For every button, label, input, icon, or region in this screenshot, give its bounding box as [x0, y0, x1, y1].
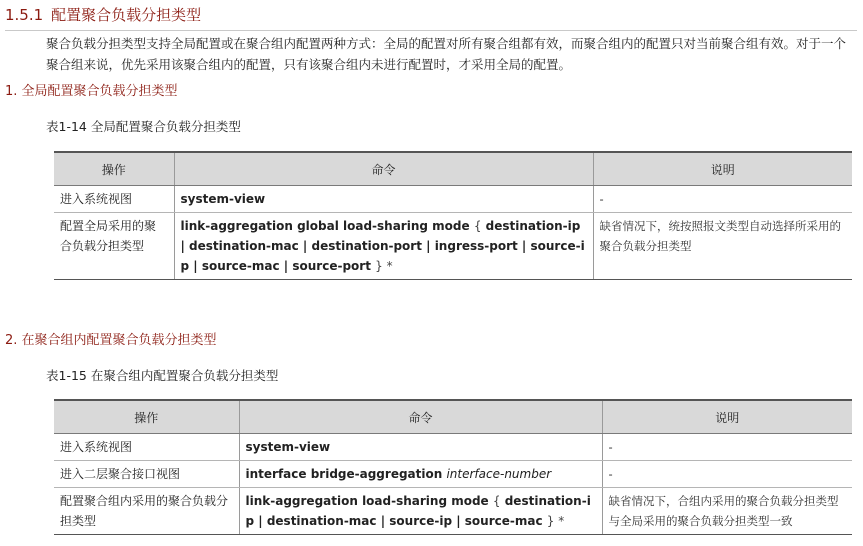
brace-open: {: [473, 219, 482, 233]
cell-operation: 进入系统视图: [54, 434, 239, 461]
section-number: 1.5.1: [5, 6, 44, 24]
header-command: 命令: [239, 400, 602, 434]
table-1-15: [54, 399, 852, 535]
cell-operation: 配置全局采用的聚合负载分担类型: [54, 213, 174, 280]
cell-description: -: [593, 186, 852, 213]
brace-close: } *: [546, 514, 565, 528]
cell-command: system-view: [239, 434, 602, 461]
cell-operation: 配置聚合组内采用的聚合负载分担类型: [54, 488, 239, 535]
cell-command: [239, 488, 602, 535]
cell-description: -: [602, 434, 852, 461]
command-keyword: interface bridge-aggregation: [245, 467, 443, 481]
command-argument: interface-number: [446, 467, 552, 481]
cell-command: [239, 461, 602, 488]
table-header-row: [54, 400, 852, 434]
table-row: [54, 488, 852, 535]
subsection-heading-group: 2. 在聚合组内配置聚合负载分担类型: [5, 333, 217, 348]
header-operation: 操作: [54, 400, 239, 434]
section-heading: [5, 4, 857, 31]
command-options: destination-ip | destination-mac | destination-port | ingress-port | source-ip | source-mac | source-port: [180, 219, 585, 273]
cell-operation: 进入二层聚合接口视图: [54, 461, 239, 488]
intro-paragraph: 聚合负载分担类型支持全局配置或在聚合组内配置两种方式：全局的配置对所有聚合组都有效，而聚合组内的配置只对当前聚合组有效。对于一个聚合组来说，优先采用该聚合组内的配置，只有该聚合组内未进行配置时，才采用全局的配置。: [46, 36, 847, 72]
command-keyword: link-aggregation global load-sharing mode: [180, 219, 470, 233]
table-header-row: [54, 152, 852, 186]
command-options: destination-ip | destination-mac | source-ip | source-mac: [245, 494, 591, 528]
section-title: 配置聚合负载分担类型: [51, 6, 202, 24]
header-description: 说明: [602, 400, 852, 434]
header-description: 说明: [593, 152, 852, 186]
table-row: [54, 461, 852, 488]
table-1-14: [54, 151, 852, 280]
command-keyword: link-aggregation load-sharing mode: [245, 494, 489, 508]
cell-command: system-view: [174, 186, 593, 213]
table-caption-1-15: 表1-15 在聚合组内配置聚合负载分担类型: [46, 368, 279, 383]
brace-close: } *: [375, 259, 393, 273]
table-row: [54, 213, 852, 280]
brace-open: {: [492, 494, 501, 508]
cell-description: 缺省情况下，合组内采用的聚合负载分担类型与全局采用的聚合负载分担类型一致: [602, 488, 852, 535]
header-command: 命令: [174, 152, 593, 186]
header-operation: 操作: [54, 152, 174, 186]
cell-description: 缺省情况下，统按照报文类型自动选择所采用的聚合负载分担类型: [593, 213, 852, 280]
table-caption-1-14: 表1-14 全局配置聚合负载分担类型: [46, 119, 241, 134]
cell-command: [174, 213, 593, 280]
table-row: [54, 186, 852, 213]
cell-description: -: [602, 461, 852, 488]
subsection-heading-global: 1. 全局配置聚合负载分担类型: [5, 84, 178, 99]
table-row: [54, 434, 852, 461]
cell-operation: 进入系统视图: [54, 186, 174, 213]
